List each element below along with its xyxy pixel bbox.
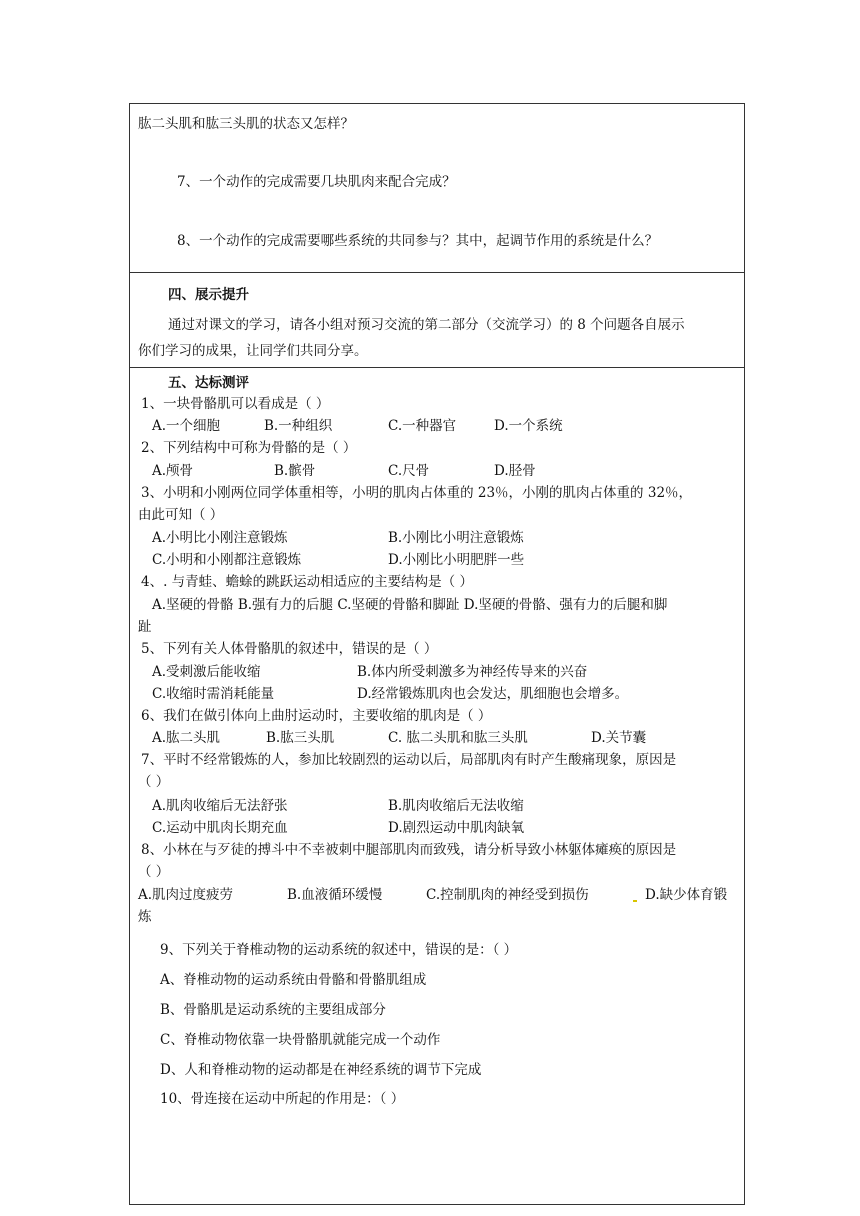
section-heading: 四、展示提升 (168, 287, 249, 303)
option-d: D.小刚比小明肥胖一些 (388, 552, 525, 568)
option-c: C.运动中肌肉长期充血 (152, 820, 288, 836)
option-d: D.经常锻炼肌肉也会发达，肌细胞也会增多。 (357, 686, 629, 702)
option-b: B.肱三头肌 (266, 730, 335, 746)
option-c: C.一种器官 (388, 418, 457, 434)
question-8: 8、一个动作的完成需要哪些系统的共同参与？其中，起调节作用的系统是什么？ (177, 233, 659, 249)
questions-continued-cell (130, 104, 744, 273)
option-b: B.血液循环缓慢 (287, 887, 383, 903)
option-a: A.颅骨 (152, 463, 194, 479)
display-improve-cell (130, 273, 744, 368)
option-a: A、脊椎动物的运动系统由骨骼和骨骼肌组成 (160, 972, 427, 988)
question-7: 7、平时不经常锻炼的人，参加比较剧烈的运动以后，局部肌肉有时产生酸痛现象，原因是 (141, 752, 677, 768)
option-c: C、脊椎动物依靠一块骨骼肌就能完成一个动作 (160, 1032, 441, 1048)
question-3-cont: 由此可知（ ） (138, 507, 224, 523)
option-c: C.尺骨 (388, 463, 430, 479)
option-d: D.剧烈运动中肌肉缺氧 (388, 820, 525, 836)
option-b: B.肌肉收缩后无法收缩 (388, 798, 524, 814)
option-a: A.受刺激后能收缩 (152, 664, 261, 680)
question-3: 3、小明和小刚两位同学体重相等，小明的肌肉占体重的 23％，小刚的肌肉占体重的 32％， (141, 485, 693, 501)
section-heading: 五、达标测评 (168, 375, 249, 391)
question-4: 4、. 与青蛙、蟾蜍的跳跃运动相适应的主要结构是（ ） (141, 574, 473, 590)
question-4-options: A.坚硬的骨骼 B.强有力的后腿 C.坚硬的骨骼和脚趾 D.坚硬的骨骼、强有力的后腿和脚 (152, 597, 668, 613)
question-7: 7、一个动作的完成需要几块肌肉来配合完成？ (177, 174, 456, 190)
option-d-cont: 炼 (138, 909, 152, 925)
question-1: 1、一块骨骼肌可以看成是（ ） (141, 396, 330, 412)
paragraph-line: 你们学习的成果，让同学们共同分享。 (138, 343, 368, 359)
highlight-mark (633, 900, 637, 902)
question-8: 8、小林在与歹徒的搏斗中不幸被刺中腿部肌肉而致残，请分析导致小林躯体瘫痪的原因是 (141, 842, 677, 858)
paragraph-line: 通过对课文的学习，请各小组对预习交流的第二部分（交流学习）的 8 个问题各自展示 (168, 317, 685, 333)
assessment-cell (130, 368, 744, 1204)
option-d: D.关节囊 (591, 730, 647, 746)
option-b: B.小刚比小明注意锻炼 (388, 530, 524, 546)
question-6: 6、我们在做引体向上曲肘运动时，主要收缩的肌肉是（ ） (141, 708, 492, 724)
worksheet-table (129, 103, 745, 1205)
option-c: C.小明和小刚都注意锻炼 (152, 552, 302, 568)
option-a: A.肌肉过度疲劳 (138, 887, 234, 903)
option-d: D、人和脊椎动物的运动都是在神经系统的调节下完成 (160, 1062, 482, 1078)
question-2: 2、下列结构中可称为骨骼的是（ ） (141, 440, 357, 456)
option-a: A.肱二头肌 (152, 730, 221, 746)
option-d: D.缺少体育锻 (645, 887, 728, 903)
option-c: C.收缩时需消耗能量 (152, 686, 275, 702)
question-line: 肱二头肌和肱三头肌的状态又怎样？ (138, 116, 354, 132)
question-8-cont: （ ） (138, 864, 170, 880)
option-a: A.小明比小刚注意锻炼 (152, 530, 288, 546)
option-b: B、骨骼肌是运动系统的主要组成部分 (160, 1002, 386, 1018)
option-c: C. 肱二头肌和肱三头肌 (388, 730, 528, 746)
option-a: A.肌肉收缩后无法舒张 (152, 798, 288, 814)
option-b: B.一种组织 (264, 418, 333, 434)
option-d: D.胫骨 (494, 463, 536, 479)
question-10: 10、骨连接在运动中所起的作用是：（ ） (160, 1091, 405, 1107)
option-b: B.髌骨 (274, 463, 316, 479)
option-b: B.体内所受刺激多为神经传导来的兴奋 (357, 664, 588, 680)
option-a: A.一个细胞 (152, 418, 221, 434)
question-9: 9、下列关于脊椎动物的运动系统的叙述中，错误的是：（ ） (160, 942, 518, 958)
question-7-cont: （ ） (138, 774, 170, 790)
option-d: D.一个系统 (494, 418, 563, 434)
question-4-options-cont: 趾 (138, 619, 152, 635)
option-c: C.控制肌肉的神经受到损伤 (426, 887, 589, 903)
question-5: 5、下列有关人体骨骼肌的叙述中，错误的是（ ） (141, 641, 438, 657)
